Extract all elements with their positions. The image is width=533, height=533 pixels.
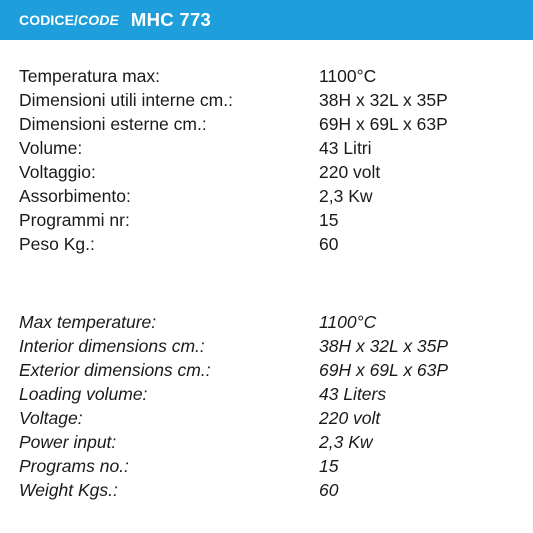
spec-label: Voltage:	[19, 408, 83, 428]
spec-row	[19, 112, 519, 136]
spec-label: Assorbimento:	[19, 186, 131, 206]
spec-value: 220 volt	[319, 162, 381, 182]
spec-row	[19, 430, 519, 454]
spec-value: 1100°C	[319, 66, 377, 86]
spec-value: 15	[319, 210, 339, 230]
spec-value: 38H x 32L x 35P	[319, 336, 449, 356]
spec-label: Voltaggio:	[19, 162, 96, 182]
spec-row	[19, 454, 519, 478]
spec-value: 220 volt	[319, 408, 381, 428]
spec-value: 15	[319, 456, 339, 476]
spec-label: Max temperature:	[19, 312, 157, 332]
product-code: MHC 773	[130, 9, 212, 30]
spec-row	[19, 208, 519, 232]
spec-row	[19, 358, 519, 382]
code-label-it: CODICE/	[19, 12, 79, 28]
spec-row	[19, 382, 519, 406]
code-label	[19, 12, 119, 28]
spec-row	[19, 136, 519, 160]
spec-row	[19, 160, 519, 184]
spec-row	[19, 406, 519, 430]
specs-english	[19, 310, 519, 502]
spec-value: 43 Litri	[319, 138, 372, 158]
code-header	[0, 0, 533, 40]
spec-value: 60	[319, 480, 339, 500]
spec-label: Peso Kg.:	[19, 234, 95, 254]
spec-value: 69H x 69L x 63P	[319, 360, 449, 380]
spec-row	[19, 478, 519, 502]
spec-row	[19, 334, 519, 358]
spec-label: Temperatura max:	[19, 66, 161, 86]
spec-label: Volume:	[19, 138, 83, 158]
spec-label: Interior dimensions cm.:	[19, 336, 205, 356]
spec-value: 2,3 Kw	[319, 432, 373, 452]
spec-value: 2,3 Kw	[319, 186, 373, 206]
spec-label: Programs no.:	[19, 456, 129, 476]
specs-italian	[19, 64, 519, 256]
spec-value: 60	[319, 234, 339, 254]
spec-row	[19, 64, 519, 88]
spec-row	[19, 88, 519, 112]
spec-label: Weight Kgs.:	[19, 480, 118, 500]
spec-value: 38H x 32L x 35P	[319, 90, 448, 110]
spec-label: Dimensioni esterne cm.:	[19, 114, 207, 134]
spec-label: Dimensioni utili interne cm.:	[19, 90, 233, 110]
spec-label: Exterior dimensions cm.:	[19, 360, 211, 380]
spec-label: Loading volume:	[19, 384, 148, 404]
spec-value: 1100°C	[319, 312, 377, 332]
spec-label: Power input:	[19, 432, 117, 452]
spec-row	[19, 232, 519, 256]
spec-row	[19, 310, 519, 334]
spec-value: 43 Liters	[319, 384, 387, 404]
code-label-en: CODE	[78, 12, 119, 28]
spec-row	[19, 184, 519, 208]
spec-value: 69H x 69L x 63P	[319, 114, 448, 134]
spec-label: Programmi nr:	[19, 210, 130, 230]
